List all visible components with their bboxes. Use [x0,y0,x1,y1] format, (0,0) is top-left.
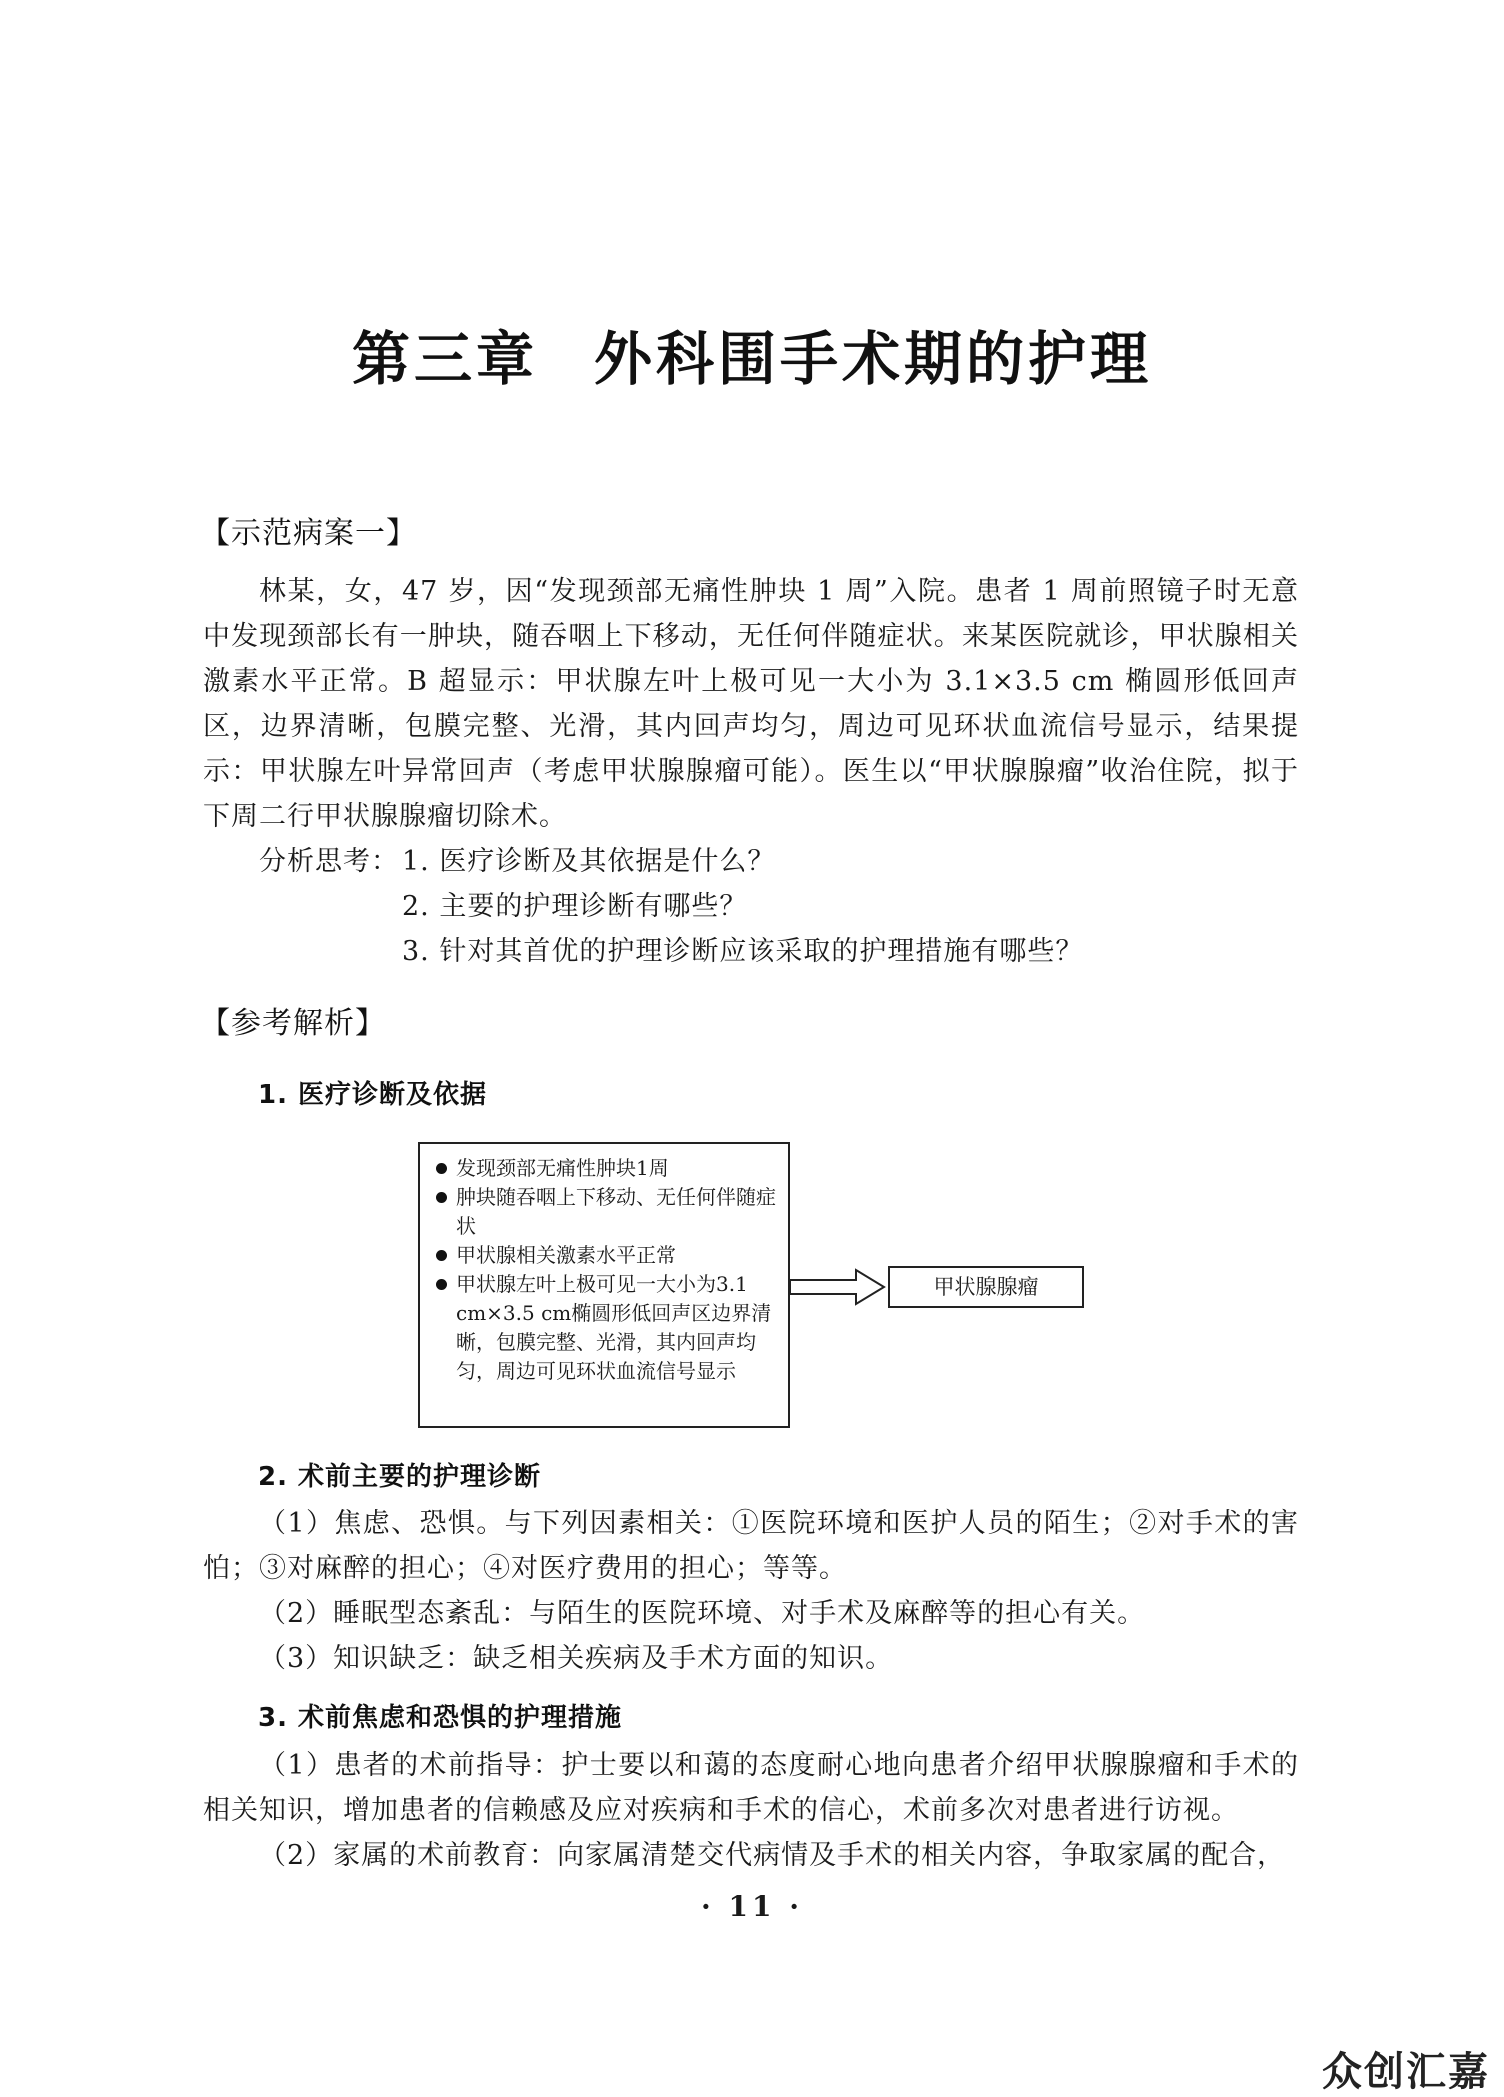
diagnosis-diagram [418,1142,1088,1432]
evidence-item: 肿块随吞咽上下移动、无任何伴随症状 [434,1183,780,1241]
nursing-diagnosis-item: （3）知识缺乏：缺乏相关疾病及手术方面的知识。 [259,1643,894,1674]
watermark-logo: 众创汇嘉 [1322,2049,1490,2095]
case-label: 【示范病案一】 [200,516,417,551]
section1-heading: 1. 医疗诊断及依据 [258,1080,488,1110]
evidence-item: 甲状腺相关激素水平正常 [434,1241,780,1270]
chapter-name: 外科围手术期的护理 [594,325,1153,393]
evidence-item: 甲状腺左叶上极可见一大小为3.1 cm×3.5 cm椭圆形低回声区边界清晰，包膜完整、光滑，其内回声均匀，周边可见环状血流信号显示 [434,1270,780,1386]
question-item: 1. 医疗诊断及其依据是什么？ [402,846,776,877]
question-list [402,839,1083,974]
evidence-item: 发现颈部无痛性肿块1周 [434,1154,780,1183]
chapter-number: 第三章 [351,325,538,393]
nursing-diagnosis-item: （1）焦虑、恐惧。与下列因素相关：①医院环境和医护人员的陌生；②对手术的害怕；③对麻醉的担心；④对医疗费用的担心；等等。 [203,1508,1299,1584]
question-item: 2. 主要的护理诊断有哪些？ [402,891,748,922]
chapter-title [0,312,1504,396]
nursing-measure-item: （1）患者的术前指导：护士要以和蔼的态度耐心地向患者介绍甲状腺腺瘤和手术的相关知识，增加患者的信赖感及应对疾病和手术的信心，术前多次对患者进行访视。 [203,1750,1299,1826]
nursing-measure-item: （2）家属的术前教育：向家属清楚交代病情及手术的相关内容，争取家属的配合， [259,1840,1286,1871]
page-number: · 11 · [701,1890,803,1923]
section3-heading: 3. 术前焦虑和恐惧的护理措施 [258,1703,623,1733]
evidence-box [418,1142,790,1428]
section2-heading: 2. 术前主要的护理诊断 [258,1462,542,1492]
questions-label: 分析思考： [259,846,399,877]
arrow-right-icon [790,1262,890,1312]
nursing-diagnosis-list [203,1501,1299,1681]
nursing-measure-list [203,1743,1299,1878]
diagnosis-box: 甲状腺腺瘤 [888,1266,1084,1308]
case-paragraph: 林某，女，47 岁，因“发现颈部无痛性肿块 1 周”入院。患者 1 周前照镜子时无意中发现颈部长有一肿块，随吞咽上下移动，无任何伴随症状。来某医院就诊，甲状腺相关激素水平正常。B 超显示：甲状腺左叶上极可见一大小为 3.1×3.5 cm 椭圆形低回声区，边界清晰，包膜完整、光滑，其内回声均匀，周边可见环状血流信号显示，结果提示：甲状腺左叶异常回声（考虑甲状腺腺瘤可能）。医生以“甲状腺腺瘤”收治住院，拟于下周二行甲状腺腺瘤切除术。 [203,576,1299,832]
nursing-diagnosis-item: （2）睡眠型态紊乱：与陌生的医院环境、对手术及麻醉等的担心有关。 [259,1598,1146,1629]
analysis-label: 【参考解析】 [200,1006,386,1041]
question-item: 3. 针对其首优的护理诊断应该采取的护理措施有哪些？ [402,936,1084,967]
